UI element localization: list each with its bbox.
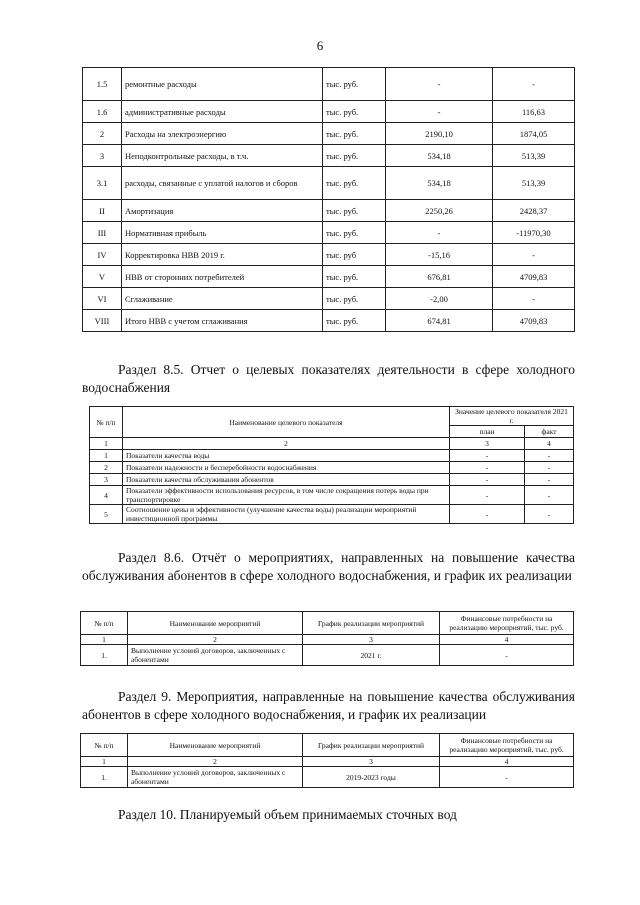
t3-row-schedule: 2021 г. <box>303 645 440 666</box>
t4-header-finance: Финансовые потребности на реализацию мероприятий, тыс. руб. <box>440 734 574 757</box>
cell-plan: 2190,10 <box>386 123 493 145</box>
cell-plan: 534,18 <box>386 167 493 200</box>
cell-unit: тыс. руб <box>323 244 386 266</box>
section-8-6-title: Раздел 8.6. Отчёт о мероприятиях, направленных на повышение качества обслуживания абонентов в сфере холодного водоснабжения, и график их реализации <box>82 550 575 583</box>
table-row <box>83 167 575 200</box>
cell-fact: 513,39 <box>493 167 575 200</box>
nvv-table <box>82 67 575 332</box>
measures-table-2019-2023 <box>80 733 574 788</box>
table-row <box>90 474 574 486</box>
cell-num: 2 <box>83 123 122 145</box>
t3-row-num: 1. <box>81 645 128 666</box>
cell-fact: 116,63 <box>493 101 575 123</box>
table-row <box>83 123 575 145</box>
table-row <box>90 462 574 474</box>
cell-num: V <box>83 266 122 288</box>
table-row <box>83 244 575 266</box>
section-9-heading <box>82 688 575 724</box>
t3-idx-cell: 4 <box>440 635 574 645</box>
cell-unit: тыс. руб. <box>323 167 386 200</box>
cell-plan: 674,81 <box>386 310 493 332</box>
cell-plan: -2,00 <box>386 288 493 310</box>
t2-header-fact: факт <box>525 426 574 438</box>
cell-fact: - <box>525 450 574 462</box>
cell-name: ремонтные расходы <box>122 68 323 101</box>
cell-num: 1 <box>90 450 123 462</box>
cell-num: 1.6 <box>83 101 122 123</box>
cell-name: Показатели надежности и бесперебойности водоснабжения <box>123 462 450 474</box>
table-row <box>83 200 575 222</box>
section-8-5-title: Раздел 8.5. Отчет о целевых показателях деятельности в сфере холодного водоснабжения <box>82 362 575 395</box>
section-9-title: Раздел 9. Мероприятия, направленные на повышение качества обслуживания абонентов в сфере холодного водоснабжения, и график их реализации <box>82 689 575 722</box>
table-row <box>90 505 574 524</box>
cell-fact: 513,39 <box>493 145 575 167</box>
table-row <box>83 222 575 244</box>
cell-unit: тыс. руб. <box>323 68 386 101</box>
cell-plan: - <box>450 505 525 524</box>
t4-row-num: 1. <box>81 767 128 788</box>
cell-name: Корректировка НВВ 2019 г. <box>122 244 323 266</box>
t2-idx-cell: 4 <box>525 438 574 450</box>
cell-plan: - <box>450 462 525 474</box>
cell-name: Соотношение цены и эффективности (улучшение качества воды) реализации мероприятий инвестиционной программы <box>123 505 450 524</box>
t4-header-num: № п/п <box>81 734 128 757</box>
cell-name: Расходы на электроэнергию <box>122 123 323 145</box>
t4-idx-cell: 4 <box>440 757 574 767</box>
table-row <box>90 486 574 505</box>
cell-plan: 534,18 <box>386 145 493 167</box>
t4-header-schedule: График реализации мероприятий <box>303 734 440 757</box>
t3-header-name: Наименование мероприятий <box>128 612 303 635</box>
t4-idx-cell: 3 <box>303 757 440 767</box>
cell-plan: 676,81 <box>386 266 493 288</box>
cell-unit: тыс. руб. <box>323 200 386 222</box>
cell-name: расходы, связанные с уплатой налогов и сборов <box>122 167 323 200</box>
cell-num: IV <box>83 244 122 266</box>
cell-plan: -15,16 <box>386 244 493 266</box>
measures-table-2021 <box>80 611 574 666</box>
cell-name: Итого НВВ с учетом сглаживания <box>122 310 323 332</box>
cell-fact: - <box>493 244 575 266</box>
cell-plan: 2250,26 <box>386 200 493 222</box>
cell-unit: тыс. руб. <box>323 310 386 332</box>
cell-name: Показатели эффективности использования ресурсов, в том числе сокращения потерь воды при транспортировке <box>123 486 450 505</box>
cell-fact: 1874,05 <box>493 123 575 145</box>
cell-fact: - <box>493 68 575 101</box>
t2-header-name: Наименование целевого показателя <box>123 407 450 438</box>
cell-fact: - <box>493 288 575 310</box>
t3-header-finance: Финансовые потребности на реализацию мероприятий, тыс. руб. <box>440 612 574 635</box>
cell-num: VIII <box>83 310 122 332</box>
table-row <box>83 266 575 288</box>
table-row <box>83 68 575 101</box>
cell-name: Амортизация <box>122 200 323 222</box>
section-10-title: Раздел 10. Планируемый объем принимаемых сточных вод <box>118 807 457 822</box>
section-8-5-heading <box>82 361 575 397</box>
t2-idx-cell: 1 <box>90 438 123 450</box>
cell-fact: -11970,30 <box>493 222 575 244</box>
table-row <box>83 145 575 167</box>
t3-idx-cell: 3 <box>303 635 440 645</box>
cell-unit: тыс. руб. <box>323 123 386 145</box>
cell-num: 4 <box>90 486 123 505</box>
cell-fact: - <box>525 486 574 505</box>
t2-header-value: Значение целевого показателя 2021 г. <box>450 407 574 426</box>
cell-unit: тыс. руб. <box>323 222 386 244</box>
cell-plan: - <box>450 450 525 462</box>
cell-num: III <box>83 222 122 244</box>
cell-name: Нормативная прибыль <box>122 222 323 244</box>
cell-plan: - <box>450 486 525 505</box>
cell-num: II <box>83 200 122 222</box>
cell-fact: - <box>525 462 574 474</box>
cell-num: 2 <box>90 462 123 474</box>
cell-num: VI <box>83 288 122 310</box>
cell-fact: - <box>525 474 574 486</box>
t4-idx-cell: 1 <box>81 757 128 767</box>
t4-idx-cell: 2 <box>128 757 303 767</box>
table-row <box>90 450 574 462</box>
t3-header-num: № п/п <box>81 612 128 635</box>
table-row <box>83 310 575 332</box>
t2-header-plan: план <box>450 426 525 438</box>
target-indicators-table <box>89 406 574 524</box>
t4-row-schedule: 2019-2023 годы <box>303 767 440 788</box>
cell-fact: 4709,83 <box>493 310 575 332</box>
cell-name: Показатели качества обслуживания абонентов <box>123 474 450 486</box>
t3-row-finance: - <box>440 645 574 666</box>
cell-num: 3 <box>83 145 122 167</box>
t2-idx-cell: 3 <box>450 438 525 450</box>
cell-num: 3 <box>90 474 123 486</box>
cell-fact: - <box>525 505 574 524</box>
cell-unit: тыс. руб. <box>323 145 386 167</box>
cell-num: 3.1 <box>83 167 122 200</box>
page-number: 6 <box>316 38 324 53</box>
cell-fact: 4709,83 <box>493 266 575 288</box>
cell-name: административные расходы <box>122 101 323 123</box>
t2-idx-cell: 2 <box>123 438 450 450</box>
cell-num: 5 <box>90 505 123 524</box>
cell-unit: тыс. руб. <box>323 288 386 310</box>
t3-idx-cell: 1 <box>81 635 128 645</box>
cell-unit: тыс. руб. <box>323 101 386 123</box>
cell-plan: - <box>386 222 493 244</box>
t3-idx-cell: 2 <box>128 635 303 645</box>
t2-header-num: № п/п <box>90 407 123 438</box>
cell-num: 1.5 <box>83 68 122 101</box>
table-row <box>83 101 575 123</box>
cell-plan: - <box>386 68 493 101</box>
section-8-6-heading <box>82 549 575 585</box>
section-10-heading <box>82 806 575 824</box>
t4-row-name: Выполнение условий договоров, заключенных с абонентами <box>128 767 303 788</box>
cell-fact: 2428,37 <box>493 200 575 222</box>
t4-row-finance: - <box>440 767 574 788</box>
cell-name: НВВ от сторонних потребителей <box>122 266 323 288</box>
t4-header-name: Наименование мероприятий <box>128 734 303 757</box>
t3-row-name: Выполнение условий договоров, заключенных с абонентами <box>128 645 303 666</box>
cell-name: Неподконтрольные расходы, в т.ч. <box>122 145 323 167</box>
table-row <box>83 288 575 310</box>
cell-plan: - <box>450 474 525 486</box>
cell-name: Сглаживание <box>122 288 323 310</box>
cell-plan: - <box>386 101 493 123</box>
cell-unit: тыс. руб. <box>323 266 386 288</box>
cell-name: Показатели качества воды <box>123 450 450 462</box>
t3-header-schedule: График реализации мероприятий <box>303 612 440 635</box>
